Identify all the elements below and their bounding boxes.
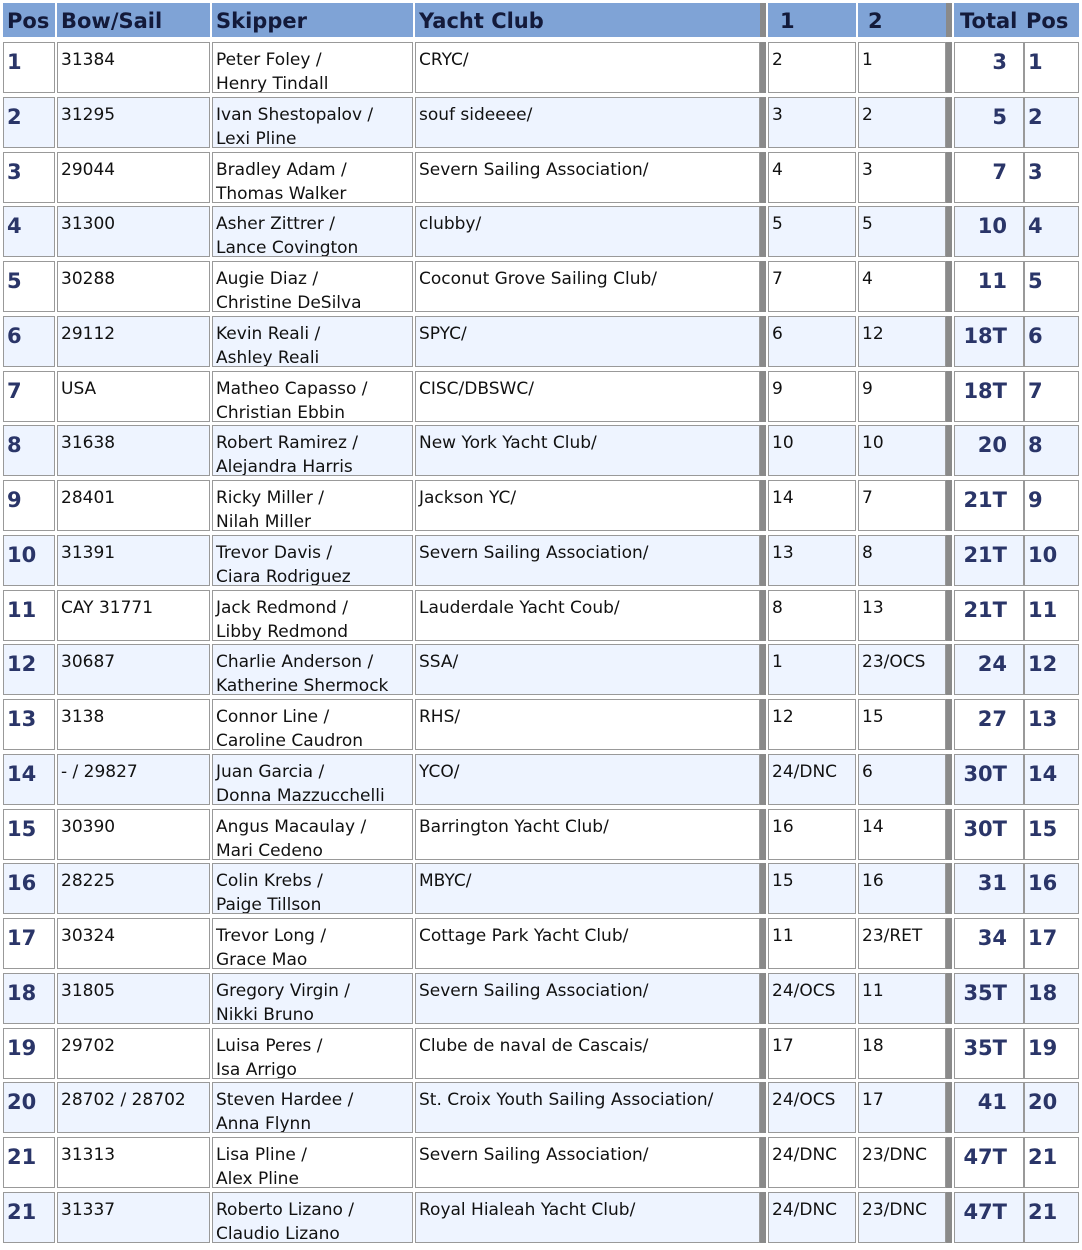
column-divider <box>760 3 766 37</box>
header-skipper[interactable]: Skipper <box>212 3 413 37</box>
skipper-cell <box>212 644 413 695</box>
yacht-club-cell: RHS/ <box>415 699 760 750</box>
column-divider <box>946 754 952 805</box>
table-row <box>3 316 1079 367</box>
column-divider <box>760 754 766 805</box>
column-divider <box>760 425 766 476</box>
column-divider <box>946 97 952 148</box>
bow-sail-cell: USA <box>57 371 210 422</box>
skipper-line-1: Peter Foley / <box>216 50 322 70</box>
skipper-cell <box>212 42 413 93</box>
race-2-cell: 12 <box>858 316 946 367</box>
skipper-cell <box>212 1192 413 1243</box>
table-row <box>3 206 1079 257</box>
pos-cell: 6 <box>3 316 55 367</box>
pos-cell: 8 <box>3 425 55 476</box>
skipper-line-2: Grace Mao <box>216 950 308 969</box>
total-cell: 20 <box>954 425 1024 476</box>
column-divider <box>760 152 766 203</box>
pos-cell: 10 <box>3 535 55 586</box>
total-cell: 21T <box>954 480 1024 531</box>
bow-sail-cell: 31805 <box>57 973 210 1024</box>
skipper-line-1: Colin Krebs / <box>216 871 323 892</box>
bow-sail-cell: CAY 31771 <box>57 590 210 641</box>
skipper-line-2: Anna Flynn <box>216 1114 312 1134</box>
total-cell: 21T <box>954 590 1024 641</box>
skipper-line-2: Paige Tillson <box>216 895 322 915</box>
header-bow-sail[interactable]: Bow/Sail <box>57 3 210 37</box>
final-pos-cell: 16 <box>1024 863 1079 914</box>
skipper-line-2: Nikki Bruno <box>216 1004 314 1024</box>
yacht-club-cell: Severn Sailing Association/ <box>415 1137 760 1188</box>
table-row <box>3 918 1079 969</box>
total-cell: 3 <box>954 42 1024 93</box>
skipper-line-2: Alejandra Harris <box>216 457 353 477</box>
skipper-cell <box>212 316 413 367</box>
race-2-cell: 23/RET <box>858 918 946 969</box>
table-row <box>3 1082 1079 1133</box>
total-cell: 7 <box>954 152 1024 203</box>
skipper-line-1: Charlie Anderson / <box>216 652 374 673</box>
table-row <box>3 754 1079 805</box>
race-2-cell: 11 <box>858 973 946 1024</box>
race-1-cell: 24/OCS <box>768 973 856 1024</box>
skipper-line-2: Ciara Rodriguez <box>216 566 351 586</box>
column-divider <box>760 644 766 695</box>
final-pos-cell: 14 <box>1024 754 1079 805</box>
bow-sail-cell: 31384 <box>57 42 210 93</box>
header-pos[interactable]: Pos <box>3 3 55 37</box>
total-cell: 18T <box>954 316 1024 367</box>
skipper-line-1: Robert Ramirez / <box>216 433 359 454</box>
final-pos-cell: 17 <box>1024 918 1079 969</box>
table-row <box>3 261 1079 312</box>
total-cell: 35T <box>954 1028 1024 1079</box>
race-1-cell: 24/DNC <box>768 754 856 805</box>
table-row <box>3 1137 1079 1188</box>
skipper-cell <box>212 152 413 203</box>
column-divider <box>946 863 952 914</box>
yacht-club-cell: CRYC/ <box>415 42 760 93</box>
bow-sail-cell: 28401 <box>57 480 210 531</box>
skipper-line-2: Thomas Walker <box>216 183 347 203</box>
bow-sail-cell: 31295 <box>57 97 210 148</box>
table-row <box>3 809 1079 860</box>
column-divider <box>760 699 766 750</box>
skipper-line-1: Augie Diaz / <box>216 269 319 289</box>
yacht-club-cell: New York Yacht Club/ <box>415 425 760 476</box>
pos-cell: 5 <box>3 261 55 312</box>
final-pos-cell: 18 <box>1024 973 1079 1024</box>
column-divider <box>760 97 766 148</box>
header-pos-final[interactable]: Pos <box>1024 3 1079 37</box>
yacht-club-cell: MBYC/ <box>415 863 760 914</box>
final-pos-cell: 3 <box>1024 152 1079 203</box>
pos-cell: 9 <box>3 480 55 531</box>
total-cell: 18T <box>954 371 1024 422</box>
column-divider <box>760 863 766 914</box>
column-divider <box>946 590 952 641</box>
column-divider <box>946 699 952 750</box>
column-divider <box>946 316 952 367</box>
yacht-club-cell: souf sideeee/ <box>415 97 760 148</box>
pos-cell: 18 <box>3 973 55 1024</box>
race-2-cell: 8 <box>858 535 946 586</box>
race-1-cell: 12 <box>768 699 856 750</box>
skipper-cell <box>212 425 413 476</box>
yacht-club-cell: Jackson YC/ <box>415 480 760 531</box>
column-divider <box>946 152 952 203</box>
race-1-cell: 7 <box>768 261 856 312</box>
pos-cell: 14 <box>3 754 55 805</box>
pos-cell: 2 <box>3 97 55 148</box>
bow-sail-cell: - / 29827 <box>57 754 210 805</box>
column-divider <box>946 1028 952 1079</box>
race-2-cell: 23/OCS <box>858 644 946 695</box>
race-2-cell: 15 <box>858 699 946 750</box>
final-pos-cell: 2 <box>1024 97 1079 148</box>
pos-cell: 7 <box>3 371 55 422</box>
header-race-2[interactable]: 2 <box>858 3 946 37</box>
pos-cell: 11 <box>3 590 55 641</box>
column-divider <box>946 918 952 969</box>
bow-sail-cell: 29702 <box>57 1028 210 1079</box>
bow-sail-cell: 29044 <box>57 152 210 203</box>
yacht-club-cell: Cottage Park Yacht Club/ <box>415 918 760 969</box>
total-cell: 27 <box>954 699 1024 750</box>
skipper-cell <box>212 918 413 969</box>
race-1-cell: 6 <box>768 316 856 367</box>
header-yacht-club[interactable]: Yacht Club <box>415 3 760 37</box>
column-divider <box>946 480 952 531</box>
skipper-line-2: Alex Pline <box>216 1169 299 1188</box>
skipper-line-2: Lexi Pline <box>216 128 297 148</box>
yacht-club-cell: clubby/ <box>415 206 760 257</box>
total-cell: 35T <box>954 973 1024 1024</box>
column-divider <box>760 535 766 586</box>
skipper-line-2: Christian Ebbin <box>216 402 346 422</box>
table-row <box>3 425 1079 476</box>
final-pos-cell: 5 <box>1024 261 1079 312</box>
bow-sail-cell: 28702 / 28702 <box>57 1082 210 1133</box>
column-divider <box>946 261 952 312</box>
race-1-cell: 13 <box>768 535 856 586</box>
yacht-club-cell: SPYC/ <box>415 316 760 367</box>
skipper-line-2: Claudio Lizano <box>216 1223 340 1243</box>
skipper-line-2: Katherine Shermock <box>216 676 389 696</box>
column-divider <box>760 918 766 969</box>
yacht-club-cell: Lauderdale Yacht Coub/ <box>415 590 760 641</box>
race-2-cell: 3 <box>858 152 946 203</box>
total-cell: 30T <box>954 809 1024 860</box>
final-pos-cell: 6 <box>1024 316 1079 367</box>
column-divider <box>946 206 952 257</box>
yacht-club-cell: Clube de naval de Cascais/ <box>415 1028 760 1079</box>
skipper-line-1: Kevin Reali / <box>216 323 321 344</box>
race-2-cell: 4 <box>858 261 946 312</box>
total-cell: 5 <box>954 97 1024 148</box>
skipper-line-1: Trevor Davis / <box>216 542 333 563</box>
skipper-line-1: Ricky Miller / <box>216 488 325 508</box>
race-1-cell: 2 <box>768 42 856 93</box>
skipper-line-1: Asher Zittrer / <box>216 214 336 235</box>
pos-cell: 4 <box>3 206 55 257</box>
skipper-cell <box>212 480 413 531</box>
skipper-line-1: Lisa Pline / <box>216 1145 307 1165</box>
column-divider <box>946 3 952 37</box>
final-pos-cell: 12 <box>1024 644 1079 695</box>
yacht-club-cell: Barrington Yacht Club/ <box>415 809 760 860</box>
column-divider <box>760 261 766 312</box>
yacht-club-cell: Royal Hialeah Yacht Club/ <box>415 1192 760 1243</box>
race-1-cell: 8 <box>768 590 856 641</box>
table-row <box>3 97 1079 148</box>
race-1-cell: 3 <box>768 97 856 148</box>
race-2-cell: 2 <box>858 97 946 148</box>
yacht-club-cell: Severn Sailing Association/ <box>415 535 760 586</box>
pos-cell: 13 <box>3 699 55 750</box>
bow-sail-cell: 30687 <box>57 644 210 695</box>
race-1-cell: 9 <box>768 371 856 422</box>
total-cell: 47T <box>954 1192 1024 1243</box>
pos-cell: 21 <box>3 1192 55 1243</box>
skipper-line-2: Caroline Caudron <box>216 731 364 750</box>
total-cell: 24 <box>954 644 1024 695</box>
column-divider <box>946 1082 952 1133</box>
final-pos-cell: 19 <box>1024 1028 1079 1079</box>
yacht-club-cell: SSA/ <box>415 644 760 695</box>
skipper-line-1: Trevor Long / <box>216 926 327 946</box>
total-cell: 47T <box>954 1137 1024 1188</box>
yacht-club-cell: YCO/ <box>415 754 760 805</box>
column-divider <box>760 42 766 93</box>
final-pos-cell: 21 <box>1024 1192 1079 1243</box>
bow-sail-cell: 3138 <box>57 699 210 750</box>
skipper-cell <box>212 590 413 641</box>
skipper-cell <box>212 754 413 805</box>
column-divider <box>946 809 952 860</box>
skipper-line-2: Isa Arrigo <box>216 1059 297 1079</box>
bow-sail-cell: 30390 <box>57 809 210 860</box>
table-row <box>3 863 1079 914</box>
final-pos-cell: 9 <box>1024 480 1079 531</box>
column-divider <box>946 1192 952 1243</box>
skipper-line-2: Nilah Miller <box>216 512 312 531</box>
pos-cell: 21 <box>3 1137 55 1188</box>
pos-cell: 17 <box>3 918 55 969</box>
column-divider <box>760 206 766 257</box>
skipper-cell <box>212 371 413 422</box>
table-row <box>3 644 1079 695</box>
skipper-cell <box>212 863 413 914</box>
race-2-cell: 10 <box>858 425 946 476</box>
race-1-cell: 17 <box>768 1028 856 1079</box>
race-2-cell: 7 <box>858 480 946 531</box>
skipper-cell <box>212 206 413 257</box>
yacht-club-cell: Severn Sailing Association/ <box>415 152 760 203</box>
total-cell: 11 <box>954 261 1024 312</box>
race-2-cell: 9 <box>858 371 946 422</box>
race-2-cell: 23/DNC <box>858 1137 946 1188</box>
table-row <box>3 1192 1079 1243</box>
bow-sail-cell: 30288 <box>57 261 210 312</box>
yacht-club-cell: Coconut Grove Sailing Club/ <box>415 261 760 312</box>
skipper-line-1: Bradley Adam / <box>216 159 347 180</box>
race-1-cell: 14 <box>768 480 856 531</box>
final-pos-cell: 21 <box>1024 1137 1079 1188</box>
race-1-cell: 5 <box>768 206 856 257</box>
table-row <box>3 371 1079 422</box>
pos-cell: 19 <box>3 1028 55 1079</box>
yacht-club-cell: CISC/DBSWC/ <box>415 371 760 422</box>
total-cell: 10 <box>954 206 1024 257</box>
column-divider <box>946 535 952 586</box>
header-race-1[interactable]: 1 <box>768 3 856 37</box>
skipper-cell <box>212 261 413 312</box>
pos-cell: 3 <box>3 152 55 203</box>
skipper-cell <box>212 1082 413 1133</box>
race-1-cell: 4 <box>768 152 856 203</box>
skipper-line-2: Ashley Reali <box>216 347 320 367</box>
column-divider <box>760 590 766 641</box>
pos-cell: 16 <box>3 863 55 914</box>
skipper-cell <box>212 1137 413 1188</box>
pos-cell: 1 <box>3 42 55 93</box>
bow-sail-cell: 30324 <box>57 918 210 969</box>
skipper-cell <box>212 809 413 860</box>
bow-sail-cell: 29112 <box>57 316 210 367</box>
yacht-club-cell: St. Croix Youth Sailing Association/ <box>415 1082 760 1133</box>
race-2-cell: 23/DNC <box>858 1192 946 1243</box>
total-cell: 31 <box>954 863 1024 914</box>
race-2-cell: 6 <box>858 754 946 805</box>
final-pos-cell: 15 <box>1024 809 1079 860</box>
total-cell: 21T <box>954 535 1024 586</box>
race-2-cell: 16 <box>858 863 946 914</box>
table-row <box>3 480 1079 531</box>
table-row <box>3 42 1079 93</box>
column-divider <box>760 1082 766 1133</box>
skipper-cell <box>212 1028 413 1079</box>
column-divider <box>760 1192 766 1243</box>
final-pos-cell: 11 <box>1024 590 1079 641</box>
race-1-cell: 10 <box>768 425 856 476</box>
race-1-cell: 15 <box>768 863 856 914</box>
final-pos-cell: 4 <box>1024 206 1079 257</box>
column-divider <box>760 1137 766 1188</box>
total-cell: 34 <box>954 918 1024 969</box>
skipper-line-1: Matheo Capasso / <box>216 378 368 399</box>
column-divider <box>760 371 766 422</box>
skipper-line-1: Steven Hardee / <box>216 1090 354 1111</box>
race-2-cell: 18 <box>858 1028 946 1079</box>
race-1-cell: 24/DNC <box>768 1192 856 1243</box>
race-1-cell: 11 <box>768 918 856 969</box>
table-row <box>3 1028 1079 1079</box>
skipper-line-1: Jack Redmond / <box>216 597 348 618</box>
race-2-cell: 17 <box>858 1082 946 1133</box>
final-pos-cell: 1 <box>1024 42 1079 93</box>
race-2-cell: 1 <box>858 42 946 93</box>
skipper-line-2: Christine DeSilva <box>216 293 362 312</box>
final-pos-cell: 20 <box>1024 1082 1079 1133</box>
skipper-cell <box>212 97 413 148</box>
column-divider <box>760 973 766 1024</box>
bow-sail-cell: 31638 <box>57 425 210 476</box>
bow-sail-cell: 31313 <box>57 1137 210 1188</box>
pos-cell: 12 <box>3 644 55 695</box>
bow-sail-cell: 31391 <box>57 535 210 586</box>
race-1-cell: 24/OCS <box>768 1082 856 1133</box>
skipper-line-1: Juan Garcia / <box>216 761 325 782</box>
skipper-line-2: Lance Covington <box>216 238 359 258</box>
race-2-cell: 5 <box>858 206 946 257</box>
column-divider <box>946 42 952 93</box>
skipper-line-2: Henry Tindall <box>216 74 329 93</box>
race-2-cell: 13 <box>858 590 946 641</box>
skipper-line-1: Luisa Peres / <box>216 1035 323 1056</box>
skipper-line-1: Gregory Virgin / <box>216 980 350 1001</box>
bow-sail-cell: 28225 <box>57 863 210 914</box>
column-divider <box>760 316 766 367</box>
bow-sail-cell: 31337 <box>57 1192 210 1243</box>
total-cell: 41 <box>954 1082 1024 1133</box>
column-divider <box>760 1028 766 1079</box>
column-divider <box>946 371 952 422</box>
column-divider <box>946 425 952 476</box>
final-pos-cell: 7 <box>1024 371 1079 422</box>
final-pos-cell: 13 <box>1024 699 1079 750</box>
skipper-line-1: Ivan Shestopalov / <box>216 104 374 125</box>
race-1-cell: 1 <box>768 644 856 695</box>
skipper-line-1: Roberto Lizano / <box>216 1199 355 1220</box>
skipper-cell <box>212 535 413 586</box>
bow-sail-cell: 31300 <box>57 206 210 257</box>
skipper-line-2: Donna Mazzucchelli <box>216 785 385 805</box>
table-row <box>3 535 1079 586</box>
skipper-cell <box>212 973 413 1024</box>
skipper-line-2: Mari Cedeno <box>216 840 323 860</box>
column-divider <box>946 644 952 695</box>
skipper-line-2: Libby Redmond <box>216 621 349 641</box>
header-total[interactable]: Total <box>954 3 1024 37</box>
skipper-line-1: Angus Macaulay / <box>216 816 367 837</box>
column-divider <box>760 809 766 860</box>
column-divider <box>946 1137 952 1188</box>
pos-cell: 15 <box>3 809 55 860</box>
race-1-cell: 24/DNC <box>768 1137 856 1188</box>
final-pos-cell: 8 <box>1024 425 1079 476</box>
table-row <box>3 152 1079 203</box>
race-2-cell: 14 <box>858 809 946 860</box>
column-divider <box>760 480 766 531</box>
table-row <box>3 973 1079 1024</box>
final-pos-cell: 10 <box>1024 535 1079 586</box>
skipper-cell <box>212 699 413 750</box>
total-cell: 30T <box>954 754 1024 805</box>
yacht-club-cell: Severn Sailing Association/ <box>415 973 760 1024</box>
table-row <box>3 590 1079 641</box>
column-divider <box>946 973 952 1024</box>
table-row <box>3 699 1079 750</box>
skipper-line-1: Connor Line / <box>216 707 330 727</box>
pos-cell: 20 <box>3 1082 55 1133</box>
race-1-cell: 16 <box>768 809 856 860</box>
